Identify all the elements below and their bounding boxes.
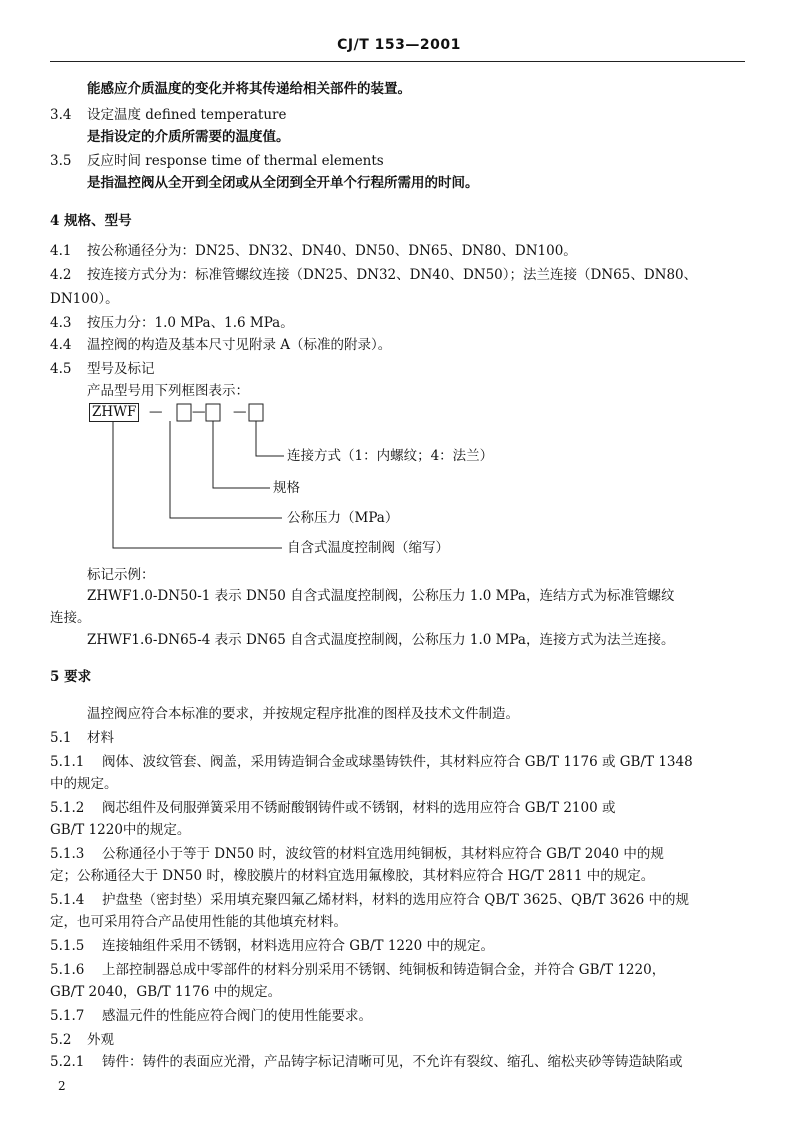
label-name: 自含式温度控制阀（缩写） [287, 540, 449, 556]
paragraph-line: 温控阀应符合本标准的要求，并按规定程序批准的图样及技术文件制造。 [87, 706, 519, 722]
model-code-box: ZHWF [89, 403, 139, 422]
leader-connection [256, 421, 284, 456]
paragraph-line: 标记示例： [87, 567, 155, 583]
box-pressure [177, 404, 191, 421]
dash-1: — [149, 404, 163, 420]
paragraph-line: 阀芯组件及伺服弹簧采用不锈耐酸钢铸件或不锈钢，材料的选用应符合 GB/T 2100 或 [102, 800, 616, 816]
page-header-title: CJ/T 153—2001 [337, 37, 461, 53]
clause-number: 4.1 [50, 243, 72, 259]
clause-number: 5.1.7 [50, 1008, 85, 1024]
clause-heading: 外观 [87, 1032, 114, 1048]
paragraph-line: GB/T 1220中的规定。 [50, 822, 191, 838]
clause-number: 5.1.3 [50, 846, 85, 862]
leader-pressure [170, 421, 282, 518]
paragraph-line: ZHWF1.6-DN65-4 表示 DN65 自含式温度控制阀，公称压力 1.0 MPa，连接方式为法兰连接。 [87, 632, 675, 648]
paragraph-line: 上部控制器总成中零部件的材料分别采用不锈钢、纯铜板和铸造铜合金，并符合 GB/T 1220， [102, 962, 666, 978]
label-pressure: 公称压力（MPa） [287, 510, 399, 526]
paragraph-line: 产品型号用下列框图表示： [87, 383, 249, 399]
paragraph-line: 温控阀的构造及基本尺寸见附录 A（标准的附录）。 [87, 337, 392, 353]
clause-number: 5.1 [50, 730, 72, 746]
clause-number: 5.1.5 [50, 938, 85, 954]
paragraph-line: 连接。 [50, 610, 91, 626]
paragraph-line: 连接轴组件采用不锈钢，材料选用应符合 GB/T 1220 中的规定。 [102, 938, 494, 954]
paragraph-line: GB/T 2040，GB/T 1176 中的规定。 [50, 984, 282, 1000]
label-spec: 规格 [273, 480, 300, 496]
clause-number: 5.1.2 [50, 800, 85, 816]
section-heading: 4 规格、型号 [50, 213, 132, 229]
paragraph-line: 是指温控阀从全开到全闭或从全闭到全开单个行程所需用的时间。 [87, 175, 479, 191]
paragraph-line: 感温元件的性能应符合阀门的使用性能要求。 [102, 1008, 372, 1024]
paragraph-line: 公称通径小于等于 DN50 时，波纹管的材料宜选用纯铜板，其材料应符合 GB/T 2040 中的规 [102, 846, 664, 862]
paragraph-line: 铸件：铸件的表面应光滑，产品铸字标记清晰可见，不允许有裂纹、缩孔、缩松夹砂等铸造缺陷或 [102, 1054, 683, 1070]
dash-2: — [192, 404, 206, 420]
clause-number: 3.4 [50, 107, 72, 123]
paragraph-line: 定；公称通径大于 DN50 时，橡胶膜片的材料宜选用氟橡胶，其材料应符合 HG/T 2811 中的规定。 [50, 868, 655, 884]
clause-heading: 设定温度 defined temperature [87, 107, 287, 123]
clause-number: 5.1.4 [50, 892, 85, 908]
paragraph-line: 中的规定。 [50, 776, 118, 792]
page-number: 2 [58, 1079, 66, 1093]
paragraph-line: 按公称通径分为：DN25、DN32、DN40、DN50、DN65、DN80、DN100。 [87, 243, 577, 259]
clause-number: 5.1.1 [50, 754, 85, 770]
paragraph-line: DN100）。 [50, 291, 119, 307]
clause-heading: 型号及标记 [87, 361, 155, 377]
paragraph-line: 能感应介质温度的变化并将其传递给相关部件的装置。 [87, 81, 411, 97]
box-connection [249, 404, 263, 421]
box-spec [206, 404, 220, 421]
paragraph-line: 护盘垫（密封垫）采用填充聚四氟乙烯材料，材料的选用应符合 QB/T 3625、QB/T 3626 中的规 [102, 892, 689, 908]
clause-number: 5.2.1 [50, 1054, 85, 1070]
clause-number: 3.5 [50, 153, 72, 169]
paragraph-line: 定，也可采用符合产品使用性能的其他填充材料。 [50, 914, 347, 930]
paragraph-line: 阀体、波纹管套、阀盖，采用铸造铜合金或球墨铸铁件，其材料应符合 GB/T 1176 或 GB/T 1348 [102, 754, 693, 770]
clause-number: 5.1.6 [50, 962, 85, 978]
paragraph-line: 按压力分：1.0 MPa、1.6 MPa。 [87, 315, 294, 331]
paragraph-line: ZHWF1.0-DN50-1 表示 DN50 自含式温度控制阀，公称压力 1.0 MPa，连结方式为标准管螺纹 [87, 588, 675, 604]
section-heading: 5 要求 [50, 669, 92, 685]
leader-spec [213, 421, 270, 488]
paragraph-line: 按连接方式分为：标准管螺纹连接（DN25、DN32、DN40、DN50）；法兰连接（DN65、DN80、 [87, 267, 698, 283]
clause-number: 4.2 [50, 267, 72, 283]
clause-number: 4.3 [50, 315, 72, 331]
clause-number: 5.2 [50, 1032, 72, 1048]
paragraph-line: 是指设定的介质所需要的温度值。 [87, 129, 290, 145]
label-connection: 连接方式（1：内螺纹；4：法兰） [287, 448, 494, 464]
clause-heading: 材料 [87, 730, 114, 746]
clause-number: 4.5 [50, 361, 72, 377]
clause-heading: 反应时间 response time of thermal elements [87, 153, 384, 169]
dash-3: — [233, 404, 247, 420]
leader-name [113, 421, 282, 548]
clause-number: 4.4 [50, 337, 72, 353]
